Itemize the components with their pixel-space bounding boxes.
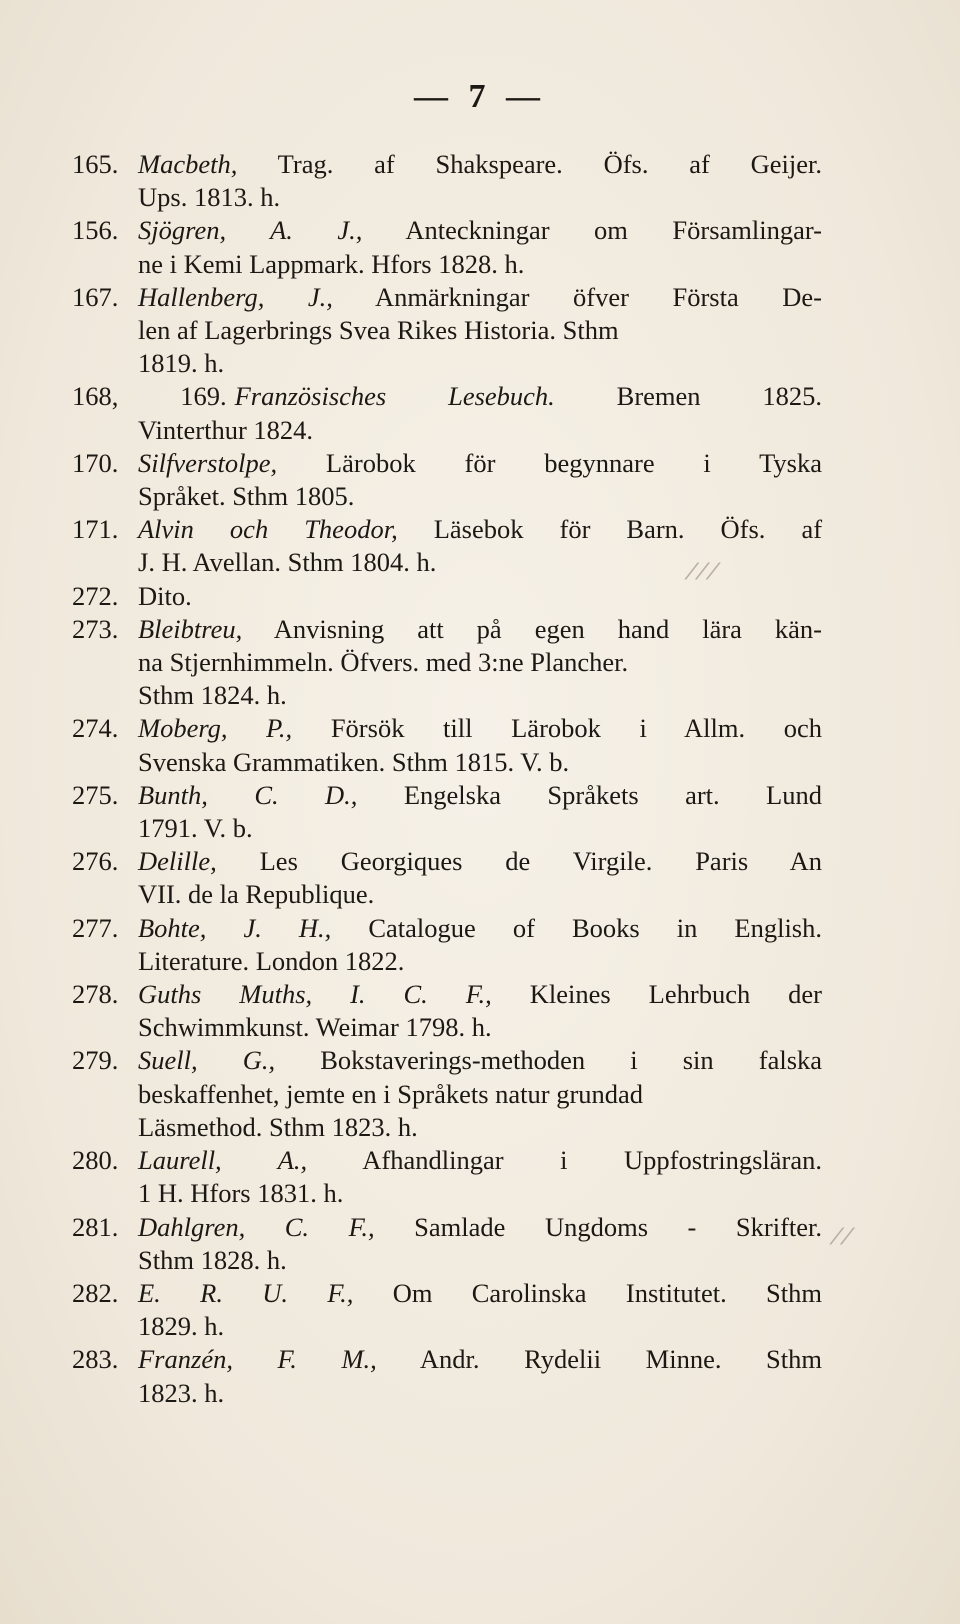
entry-number: 167.: [72, 281, 119, 312]
entry-first-line: [138, 513, 822, 546]
entry-number: 273.: [72, 613, 119, 644]
catalogue-entries: [72, 148, 822, 1410]
entry-first-line: [138, 148, 822, 181]
entry-author: Delille,: [138, 846, 217, 877]
entry-first-line: [138, 1144, 822, 1177]
catalogue-entry: [72, 1277, 822, 1343]
entry-title: Dito.: [138, 580, 192, 611]
catalogue-entry: [72, 1211, 822, 1277]
entry-author: Bohte, J. H.,: [138, 912, 332, 943]
entry-first-line: [138, 712, 822, 745]
entry-first-line: [138, 845, 822, 878]
catalogue-entry: [72, 845, 822, 911]
entry-title: Catalogue of Books in English.: [368, 912, 822, 943]
entry-continuation: beskaffenhet, jemte en i Språkets natur grundad: [138, 1078, 644, 1109]
entry-first-line: [72, 380, 822, 413]
entry-title: Engelska Språkets art. Lund: [403, 779, 822, 810]
entry-first-line: [138, 1044, 822, 1077]
entry-number: 280.: [72, 1145, 119, 1176]
entry-number: 156.: [72, 215, 119, 246]
catalogue-entry: [72, 613, 822, 713]
entry-number: 278.: [72, 979, 119, 1010]
entry-continuation: 1 H. Hfors 1831. h.: [138, 1178, 344, 1209]
entry-author: Französisches Lesebuch.: [234, 381, 555, 412]
entry-author: E. R. U. F.,: [138, 1277, 354, 1308]
entry-first-line: [138, 580, 822, 613]
entry-number: 272.: [72, 580, 119, 611]
entry-title: Anteckningar om Församlingar-: [405, 215, 822, 246]
entry-number: 276.: [72, 846, 119, 877]
entry-continuation: J. H. Avellan. Sthm 1804. h.: [138, 547, 437, 578]
entry-first-line: [138, 1211, 822, 1244]
entry-continuation: Sthm 1828. h.: [138, 1244, 287, 1275]
entry-continuation: Vinterthur 1824.: [138, 414, 314, 445]
catalogue-entry: [72, 447, 822, 513]
entry-author: Laurell, A.,: [138, 1145, 308, 1176]
entry-continuation: Literature. London 1822.: [138, 945, 405, 976]
entry-number: 282.: [72, 1277, 119, 1308]
entry-author: Guths Muths, I. C. F.,: [138, 979, 492, 1010]
entry-continuation: Schwimmkunst. Weimar 1798. h.: [138, 1012, 492, 1043]
catalogue-entry: [72, 380, 822, 446]
entry-author: Hallenberg, J.,: [138, 281, 333, 312]
entry-title: Les Georgiques de Virgile. Paris An: [259, 846, 822, 877]
catalogue-entry: [72, 214, 822, 280]
catalogue-entry: [72, 712, 822, 778]
entry-number: 277.: [72, 912, 119, 943]
pencil-mark: ⁄ ⁄ ⁄: [690, 560, 716, 585]
catalogue-entry: [72, 1144, 822, 1210]
catalogue-entry: [72, 912, 822, 978]
entry-first-line: [138, 1277, 822, 1310]
entry-number: 171.: [72, 514, 119, 545]
entry-number: 283.: [72, 1344, 119, 1375]
entry-continuation: Ups. 1813. h.: [138, 182, 281, 213]
entry-title: Samlade Ungdoms - Skrifter.: [414, 1211, 823, 1242]
entry-first-line: [138, 613, 822, 646]
entry-title: Bremen 1825.: [616, 381, 822, 412]
entry-author: Bleibtreu,: [138, 613, 243, 644]
catalogue-entry: [72, 148, 822, 214]
entry-author: Bunth, C. D.,: [138, 779, 358, 810]
entry-title: Andr. Rydelii Minne. Sthm: [419, 1344, 822, 1375]
entry-continuation: 1823. h.: [138, 1377, 225, 1408]
catalogue-entry: [72, 779, 822, 845]
entry-first-line: [138, 214, 822, 247]
entry-continuation: Sthm 1824. h.: [138, 680, 287, 711]
entry-continuation: 1819. h.: [138, 348, 225, 379]
entry-title: Anmärkningar öfver Första De-: [374, 281, 822, 312]
catalogue-entry: [72, 978, 822, 1044]
entry-title: Afhandlingar i Uppfostringsläran.: [362, 1145, 822, 1176]
entry-first-line: [138, 447, 822, 480]
entry-continuation: na Stjernhimmeln. Öfvers. med 3:ne Plancher.: [138, 647, 629, 678]
entry-first-line: [138, 912, 822, 945]
entry-author: Moberg, P.,: [138, 713, 293, 744]
catalogue-entry: [72, 1044, 822, 1144]
entry-continuation: Läsmethod. Sthm 1823. h.: [138, 1111, 418, 1142]
entry-title: Kleines Lehrbuch der: [529, 979, 823, 1010]
entry-first-line: [138, 281, 822, 314]
entry-number: 279.: [72, 1045, 119, 1076]
entry-title: Bokstaverings-methoden i sin falska: [320, 1045, 823, 1076]
entry-number: 281.: [72, 1211, 119, 1242]
entry-title: Trag. af Shakspeare. Öfs. af Geijer.: [277, 149, 822, 179]
catalogue-entry: [72, 1343, 822, 1409]
entry-title: Lärobok för begynnare i Tyska: [325, 447, 822, 478]
entry-title: Anvisning att på egen hand lära kän-: [273, 613, 822, 644]
page-number: — 7 —: [414, 78, 546, 115]
entry-author: Dahlgren, C. F.,: [138, 1211, 375, 1242]
entry-author: Alvin och Theodor,: [138, 514, 398, 545]
entry-first-line: [138, 779, 822, 812]
entry-author: Sjögren, A. J.,: [138, 215, 363, 246]
entry-author: Silfverstolpe,: [138, 447, 278, 478]
entry-title: Läsebok för Barn. Öfs. af: [433, 514, 823, 545]
entry-first-line: [138, 978, 822, 1011]
entry-first-line: [138, 1343, 822, 1376]
pencil-mark: ⁄ ⁄: [835, 1225, 850, 1250]
entry-number: 165.: [72, 149, 119, 179]
entry-number: 168, 169.: [72, 381, 227, 412]
entry-continuation: 1829. h.: [138, 1311, 225, 1342]
entry-number: 275.: [72, 779, 119, 810]
catalogue-entry: [72, 281, 822, 381]
entry-title: Om Carolinska Institutet. Sthm: [392, 1277, 822, 1308]
entry-author: Macbeth,: [138, 149, 238, 179]
entry-author: Suell, G.,: [138, 1045, 276, 1076]
entry-title: Försök till Lärobok i Allm. och: [330, 713, 823, 744]
entry-continuation: VII. de la Republique.: [138, 879, 375, 910]
entry-continuation: Språket. Sthm 1805.: [138, 481, 355, 512]
entry-continuation: len af Lagerbrings Svea Rikes Historia. Sthm: [138, 315, 619, 346]
entry-number: 170.: [72, 447, 119, 478]
entry-continuation: 1791. V. b.: [138, 813, 253, 844]
entry-number: 274.: [72, 713, 119, 744]
entry-continuation: Svenska Grammatiken. Sthm 1815. V. b.: [138, 746, 570, 777]
entry-continuation: ne i Kemi Lappmark. Hfors 1828. h.: [138, 248, 525, 279]
entry-author: Franzén, F. M.,: [138, 1344, 377, 1375]
